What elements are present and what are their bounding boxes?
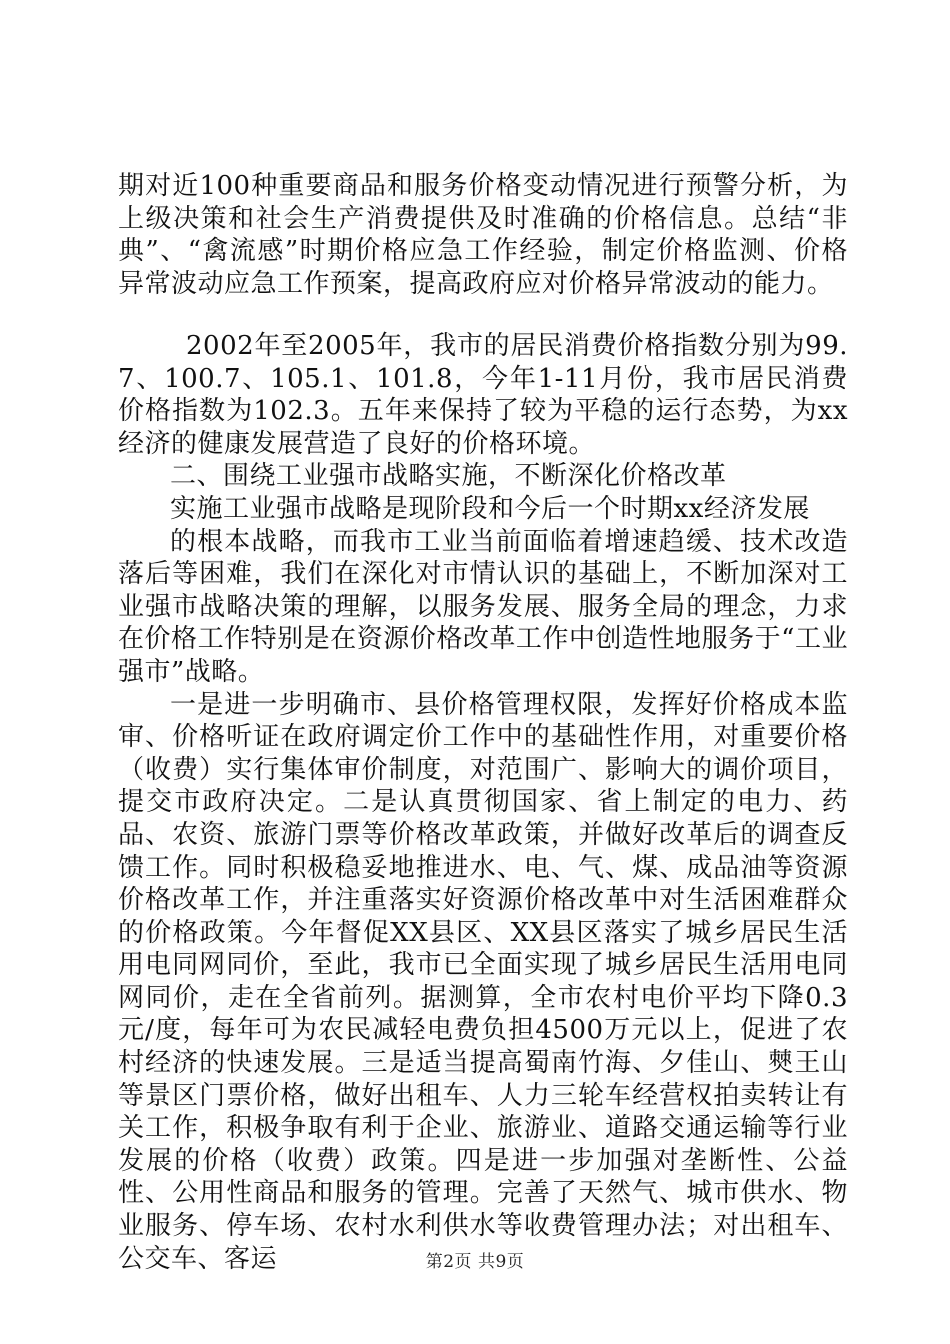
paragraph-strategy-continued: 的根本战略，而我市工业当前面临着增速趋缓、技术改造落后等困难，我们在深化对市情认识的基础上，不断加深对工业强市战略决策的理解，以服务发展、服务全局的理念，力求在价格工作特别是在资源价格改革工作中创造性地服务于“工业强市”战略。 xyxy=(118,526,848,687)
paragraph-cpi: 2002年至2005年，我市的居民消费价格指数分别为99.7、100.7、105.1、101.8，今年1-11月份，我市居民消费价格指数为102.3。五年来保持了较为平稳的运行态势，为xx经济的健康发展营造了良好的价格环境。 xyxy=(118,331,848,459)
section-heading-2: 二、围绕工业强市战略实施，不断深化价格改革 xyxy=(170,461,727,492)
paragraph-strategy: 实施工业强市战略是现阶段和今后一个时期xx经济发展 xyxy=(170,493,810,524)
page-number-footer: 第2页 共9页 xyxy=(425,1252,525,1272)
paragraph-measures: 一是进一步明确市、县价格管理权限，发挥好价格成本监审、价格听证在政府调定价工作中的基础性作用，对重要价格（收费）实行集体审价制度，对范围广、影响大的调价项目，提交市政府决定。二是认真贯彻国家、省上制定的电力、药品、农资、旅游门票等价格改革政策，并做好改革后的调查反馈工作。同时积极稳妥地推进水、电、气、煤、成品油等资源价格改革工作，并注重落实好资源价格改革中对生活困难群众的价格政策。今年督促XX县区、XX县区落实了城乡居民生活用电同网同价，至此，我市已全面实现了城乡居民生活用电同网同价，走在全省前列。据测算，全市农村电价平均下降0.3元/度，每年可为农民减轻电费负担4500万元以上，促进了农村经济的快速发展。三是适当提高蜀南竹海、夕佳山、僰王山等景区门票价格，做好出租车、人力三轮车经营权拍卖转让有关工作，积极争取有利于企业、旅游业、道路交通运输等行业发展的价格（收费）政策。四是进一步加强对垄断性、公益性、公用性商品和服务的管理。完善了天然气、城市供水、物业服务、停车场、农村水利供水等收费管理办法；对出租车、公交车、客运 xyxy=(118,689,848,1274)
paragraph-continuation: 期对近100种重要商品和服务价格变动情况进行预警分析，为上级决策和社会生产消费提供及时准确的价格信息。总结“非典”、“禽流感”时期价格应急工作经验，制定价格监测、价格异常波动应急工作预案，提高政府应对价格异常波动的能力。 xyxy=(118,171,848,299)
text-block-main xyxy=(118,330,848,1275)
text-block-top xyxy=(118,170,848,300)
